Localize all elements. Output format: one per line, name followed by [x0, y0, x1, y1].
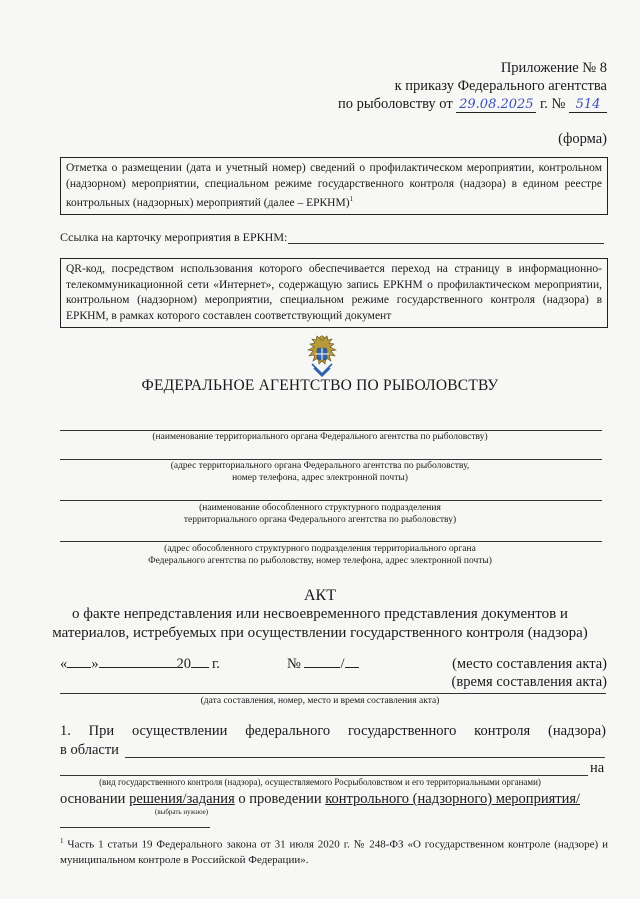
order-date-line: [338, 96, 607, 113]
order-reference: к приказу Федерального агентства: [394, 78, 607, 94]
double-headed-eagle-emblem-icon: [300, 334, 344, 380]
territorial-body-caption: (наименование территориального органа Федерального агентства по рыболовству): [152, 432, 488, 442]
erknm-link-blank: [288, 243, 604, 244]
subdivision-name-caption-2: территориального органа Федерального агентства по рыболовству): [183, 515, 457, 525]
erknm-mark-box: [60, 157, 608, 215]
close-quote: »: [91, 656, 99, 672]
order-date-prefix: по рыболовству от: [338, 96, 453, 112]
footnote-mark: 1: [60, 837, 64, 845]
na-word: на: [590, 760, 605, 776]
footnote-text: Часть 1 статьи 19 Федерального закона от 31 июля 2020 г. № 248-ФЗ «О государственном контроле (надзоре) и муниципальном контроле в Российской Федерации».: [60, 838, 609, 866]
act-number-field: [287, 656, 359, 673]
act-subtitle-1: о факте непредставления или несвоевременного представления документов и: [72, 606, 568, 622]
choose-caption: (выбрать нужное): [155, 808, 209, 816]
territorial-address-caption-2: номер телефона, адрес электронной почты): [232, 473, 408, 483]
footnote-ref: 1: [349, 195, 354, 203]
paragraph-line-1: 1. При осуществлении федерального государственного контроля (надзора): [60, 723, 606, 739]
control-area-blank: [125, 757, 605, 758]
paragraph-line-2-label: в области: [60, 742, 119, 758]
date-row-underline: [60, 693, 606, 694]
number-slash: /: [340, 656, 345, 672]
time-label: (время составления акта): [451, 674, 607, 690]
subdivision-name-blank: [60, 500, 602, 501]
control-type-caption: (вид государственного контроля (надзора), осуществляемого Росрыболовством и его территориальными органами): [99, 777, 541, 787]
year-suffix: г.: [212, 656, 220, 672]
act-title: АКТ: [304, 587, 336, 604]
order-number-label: г. №: [539, 96, 566, 112]
subdivision-address-blank: [60, 541, 602, 542]
erknm-mark-text: Отметка о размещении (дата и учетный номер) сведений о профилактическом мероприятии, контрольном (надзорном) мероприятии, специальном режиме государственного контроля (надзора) в едином реестре контрольных (надзорных) мероприятий (далее – ЕРКНМ): [66, 162, 602, 209]
paragraph-line-4: [60, 791, 580, 808]
appendix-number: Приложение № 8: [500, 60, 607, 76]
month-blank: [99, 667, 177, 668]
year-blank: [191, 667, 209, 668]
control-event-choice: контрольного (надзорного) мероприятия/: [325, 791, 581, 807]
qr-code-box: QR-код, посредством использования которого обеспечивается переход на страницу в информационно-телекоммуникационной сети «Интернет», содержащую запись ЕРКНМ о профилактическом мероприятии, контрольном (надзорном) мероприятии, специальном режиме государственного контроля (надзора) в ЕРКНМ, в рамках которого составлен соответствующий документ: [60, 258, 608, 328]
date-row-caption: (дата составления, номер, место и время составления акта): [200, 696, 440, 706]
number-blank-2: [345, 667, 359, 668]
decision-choice: решения/задания: [129, 791, 235, 807]
subdivision-address-caption-2: Федерального агентства по рыболовству, номер телефона, адрес электронной почты): [148, 556, 492, 566]
subdivision-address-caption-1: (адрес обособленного структурного подразделения территориального органа: [164, 544, 476, 554]
handwritten-date: 29.08.2025: [456, 98, 536, 113]
basis-mid: о проведении: [238, 791, 322, 807]
basis-prefix: основании: [60, 791, 126, 807]
number-blank-1: [304, 667, 340, 668]
date-field: [60, 656, 220, 673]
subdivision-name-caption-1: (наименование обособленного структурного подразделения: [199, 503, 441, 513]
place-label: (место составления акта): [452, 656, 607, 672]
erknm-link-label: Ссылка на карточку мероприятия в ЕРКНМ:: [60, 230, 288, 244]
handwritten-number: 514: [569, 98, 607, 113]
agency-title: ФЕДЕРАЛЬНОЕ АГЕНТСТВО ПО РЫБОЛОВСТВУ: [141, 377, 499, 394]
territorial-address-caption-1: (адрес территориального органа Федерального агентства по рыболовству,: [170, 461, 470, 471]
footnote: [60, 834, 608, 868]
act-subtitle-2: материалов, истребуемых при осуществлении государственного контроля (надзора): [52, 625, 588, 641]
number-label: №: [287, 656, 301, 672]
open-quote: «: [60, 656, 68, 672]
year-prefix: 20: [176, 656, 191, 672]
footnote-separator: [60, 827, 210, 828]
day-blank: [67, 667, 91, 668]
forma-label: (форма): [558, 131, 607, 147]
